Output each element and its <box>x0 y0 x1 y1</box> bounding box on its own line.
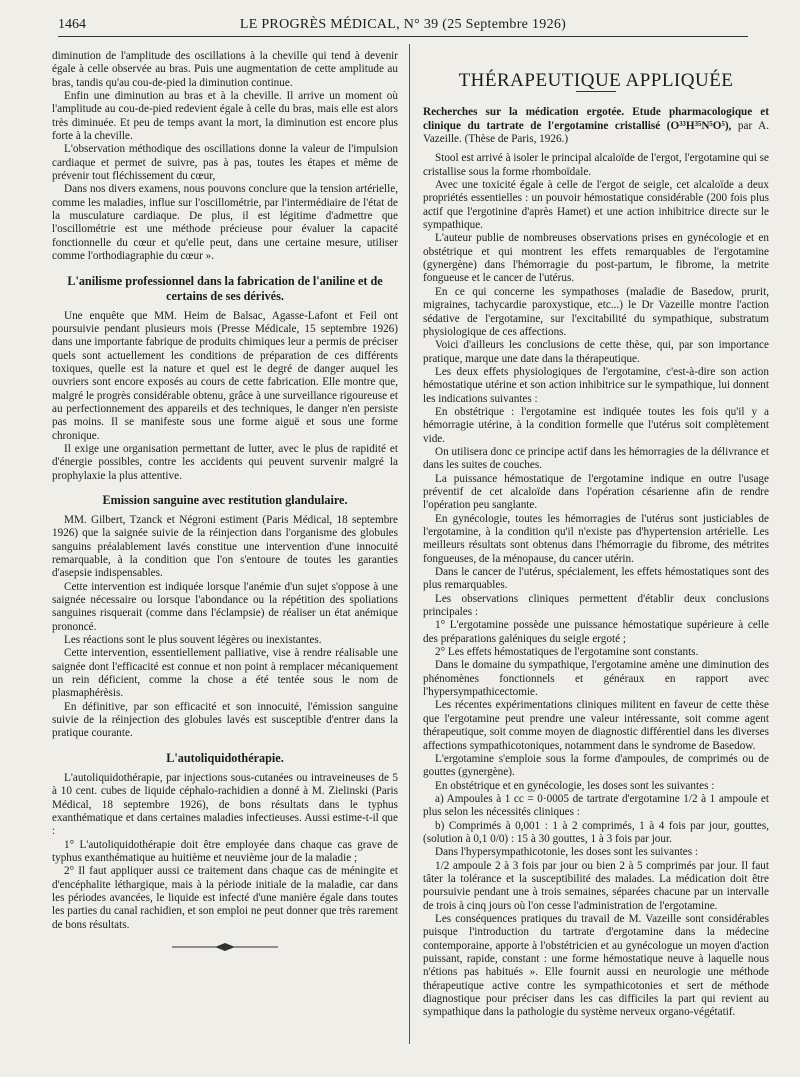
paragraph: Avec une toxicité égale à celle de l'ergot de seigle, cet alcaloïde a deux propriétés essentielles : un pouvoir hémostatique considérable (200 fois plus actif que l'ergotinine d'après Hamet) et une action inhibitrice directe sur le sympathique. <box>423 179 769 232</box>
paragraph: Stool est arrivé à isoler le principal alcaloïde de l'ergot, l'ergotamine qui se cristallise sous la forme rhomboïdale. <box>423 152 769 178</box>
left-column <box>52 50 398 955</box>
paragraph: Les observations cliniques permettent d'établir deux conclusions principales : <box>423 592 769 619</box>
paragraph: La puissance hémostatique de l'ergotamine indique en outre l'usage préventif de cet alcaloïde dans l'opération césarienne afin de rendre l'opération peu sanglante. <box>423 472 769 512</box>
paragraph: Cette intervention, essentiellement palliative, vise à rendre réalisable une saignée dont l'efficacité est connue et non point à remplacer mécaniquement un rein déficient, comme la chose a été tentée sous le nom de plasmaphérèsis. <box>52 647 398 700</box>
paragraph: Les récentes expérimentations cliniques militent en faveur de cette thèse que l'ergotamine peut prendre une valeur intéressante, soit comme agent thérapeutique, soit comme moyen de diagnostic différentiel dans les diverses affections sympathicotoniques, notamment dans le syndrome de Basedow. <box>423 699 769 752</box>
paragraph: En obstétrique : l'ergotamine est indiquée toutes les fois qu'il y a hémorragie utérine, à la condition formelle que l'utérus soit complètement vide. <box>423 405 769 445</box>
article-heading <box>423 106 769 146</box>
paragraph: 2° Les effets hémostatiques de l'ergotamine sont constants. <box>435 646 699 659</box>
paragraph: L'ergotamine s'emploie sous la forme d'ampoules, de comprimés ou de gouttes (gynergène). <box>423 752 769 779</box>
paragraph: En définitive, par son efficacité et son innocuité, l'émission sanguine suivie de la réinjection des globules lavés est susceptible d'entrer dans la pratique courante. <box>52 700 398 740</box>
title-divider <box>576 91 616 92</box>
paragraph: 1/2 ampoule 2 à 3 fois par jour ou bien 2 à 5 comprimés par jour. Il faut tâter la tolérance et la susceptibilité des malades. La médication doit être poursuivie pendant une à trois semaines, séparées chacune par un intervalle de trois à cinq jours où l'on cesse l'administration de l'ergotamine. <box>423 859 769 912</box>
paragraph: En gynécologie, toutes les hémorragies de l'utérus sont justiciables de l'ergotamine, à la condition qu'il n'existe pas d'hypertension artérielle. Les meilleurs résultats sont obtenus dans l'hémorragie du fibrome, des métrites fongueuses, de la ménopause, du cancer utérin. <box>423 512 769 565</box>
article-citation: par A. Vazeille. (Thèse de Paris, 1926.) <box>423 119 770 146</box>
paragraph: Cette intervention est indiquée lorsque l'anémie d'un sujet s'oppose à une saignée nécessaire ou lorsque l'abondance ou la répétition des spoliations sanguines risquerait (comme dans l'éclampsie) de réaliser un état anémique prononcé. <box>52 580 398 633</box>
paragraph: Dans nos divers examens, nous pouvons conclure que la tension artérielle, comme les maladies, influe sur l'oscillométrie, par l'intermédiaire de l'état de la musculature cardiaque. De plus, il est légitime d'admettre que l'oscillométrie est une méthode précieuse pour évaluer la capacité fonctionnelle du cœur et qu'elle peut, dans une certaine mesure, utiliser comme l'orthodiagraphie du cœur ». <box>52 183 398 263</box>
paragraph: Dans le cancer de l'utérus, spécialement, les effets hémostatiques sont des plus remarquables. <box>423 566 769 592</box>
section-heading-autoliquidotherapie: L'autoliquidothérapie. <box>166 750 284 765</box>
paragraph: L'autoliquidothérapie, par injections sous-cutanées ou intraveineuses de 5 à 10 cent. cubes de liquide céphalo-rachidien a donné à M. Zielinski (Paris Médical, 18 septembre 1926), de bons résultats dans le typhus exanthématique et dans certaines maladies infectieuses. Aussi estime-t-il que : <box>52 771 398 838</box>
paragraph: L'auteur publie de nombreuses observations prises en gynécologie et en obstétrique et qui montrent les effets remarquables de l'ergotamine (gynergène) dans l'hémorragie du post-partum, le fibrome, la metrite fongueuse et le cancer de l'utérus. <box>423 232 769 285</box>
section-title: THÉRAPEUTIQUE APPLIQUÉE <box>458 70 734 91</box>
article-title: Recherches sur la médication ergotée. Etude pharmacologique et clinique du tartrate de l'ergotamine cristallisé (O³³H³⁵N⁵O⁵), <box>423 106 769 132</box>
paragraph: Les deux effets physiologiques de l'ergotamine, c'est-à-dire son action hémostatique utérine et son action inhibitrice sur le sympathique, lui donnent les indications suivantes : <box>423 365 769 405</box>
paragraph: Les conséquences pratiques du travail de M. Vazeille sont considérables puisque l'introduction du tartrate d'ergotamine dans la médecine contemporaine, apporte à l'obstétricien et au gynécologue un moyen d'action puissant, rapide, constant : une forme hémostatique neuve à laquelle nous n'étions pas habitués ». Elle fournit aussi en neurologie une méthode thérapeutique active contre les sympathicotonies et sert de méthode diagnostique pour préciser dans les cas difficiles la part qui revient au sympathique dans la pathologie du système nerveux organo-végétatif. <box>423 912 769 1019</box>
paragraph: 1° L'autoliquidothérapie doit être employée dans chaque cas grave de typhus exanthématique au huitième et neuvième jour de la maladie ; <box>52 838 398 864</box>
running-header <box>58 14 748 37</box>
paragraph: 2° Il faut appliquer aussi ce traitement dans chaque cas de méningite et d'encéphalite léthargique, mais à la période initiale de la maladie, car dans les périodes avancées, le liquide est infecté d'une manière égale dans toutes les parties du canal rachidien, et son emploi ne peut donner que très rarement de bons résultats. <box>52 865 398 931</box>
paragraph: Il exige une organisation permettant de lutter, avec le plus de rapidité et d'énergie possibles, contre les accidents qui peuvent survenir malgré la prophylaxie la plus attentive. <box>52 442 398 482</box>
paragraph: En obstétrique et en gynécologie, les doses sont les suivantes : <box>435 779 715 792</box>
paragraph: L'observation méthodique des oscillations donne la valeur de l'impulsion cardiaque et permet de suivre, pas à pas, toutes les étapes et même de prévenir tout fléchissement du cœur, <box>52 143 398 183</box>
paragraph: Enfin une diminution au bras et à la cheville. Il arrive un moment où l'amplitude au cou-de-pied redevient égale à celle du bras, mais elle est alors très diminuée. Et peu de temps avant la mort, la diminution est encore plus forte à la cheville. <box>52 90 398 143</box>
paragraph: a) Ampoules à 1 cc = 0·0005 de tartrate d'ergotamine 1/2 à 1 ampoule et plus selon les nécessités cliniques : <box>423 792 769 819</box>
journal-title: LE PROGRÈS MÉDICAL, N° 39 (25 Septembre 1926) <box>239 17 567 32</box>
section-heading-emission: Emission sanguine avec restitution glandulaire. <box>102 492 348 507</box>
paragraph: MM. Gilbert, Tzanck et Négroni estiment (Paris Médical, 18 septembre 1926) que la saignée suivie de la réinjection dans l'organisme des globules sanguins préalablement lavés constitue une intervention d'une innocuité remarquable, à la condition que l'on s'entoure de toutes les garanties d'asepsie indispensables. <box>52 513 398 580</box>
paragraph: On utilisera donc ce principe actif dans les hémorragies de la délivrance et dans les suites de couches. <box>423 445 769 472</box>
column-rule <box>409 44 410 1044</box>
right-column <box>423 50 769 1020</box>
end-ornament <box>52 942 398 955</box>
section-heading-anilisme: L'anilisme professionnel dans la fabrication de l'aniline et de certains de ses dérivés. <box>67 273 383 303</box>
paragraph: diminution de l'amplitude des oscillations à la cheville qui tend à devenir égale à celle observée au bras. Puis une augmentation de cette amplitude au bras, tandis qu'au cou-de-pied la diminution continue. <box>52 50 398 89</box>
page-number: 1464 <box>58 17 86 32</box>
paragraph: Voici d'ailleurs les conclusions de cette thèse, qui, par son importance pratique, marque une date dans la thérapeutique. <box>423 339 769 365</box>
paragraph: Les réactions sont le plus souvent légères ou inexistantes. <box>64 634 322 647</box>
paragraph: Une enquête que MM. Heim de Balsac, Agasse-Lafont et Feil ont poursuivie pendant plusieurs mois (Presse Médicale, 15 septembre 1926) dans une importante fabrique de produits chimiques leur a permis de préciser quels sont actuellement les conditions de préparation de ces différents toxiques, quelle est la nature et quel est le degré de danger auquel les ouvriers sont encore exposés au cours de cette fabrication. Elle montre que, malgré le progrès considérable obtenu, grâce à une surveillance rigoureuse et au perfectionnement des appareils et des techniques, le danger n'en persiste pas moins. Il se manifeste sous une forme aiguë et sous une forme chronique. <box>52 309 398 442</box>
paragraph: En ce qui concerne les sympathoses (maladie de Basedow, prurit, migraines, tachycardie paroxystique, etc...) le Dr Vazeille montre l'action sédative de l'ergotamine, sur l'excitabilité du sympathique, substratum physiologique de ces affections. <box>423 285 769 338</box>
paragraph: Dans l'hypersympathicotonie, les doses sont les suivantes : <box>435 846 699 859</box>
paragraph: Dans le domaine du sympathique, l'ergotamine amène une diminution des phénomènes fonctionnels et généraux en rapport avec l'hypersympathicectomie. <box>423 659 769 699</box>
paragraph: 1° L'ergotamine possède une puissance hémostatique supérieure à celle des préparations galéniques du seigle ergoté ; <box>423 619 769 645</box>
paragraph: b) Comprimés à 0,001 : 1 à 2 comprimés, 1 à 4 fois par jour, gouttes, (solution à 0,1 0/0) : 15 à 30 gouttes, 1 à 3 fois par jour. <box>423 819 769 845</box>
